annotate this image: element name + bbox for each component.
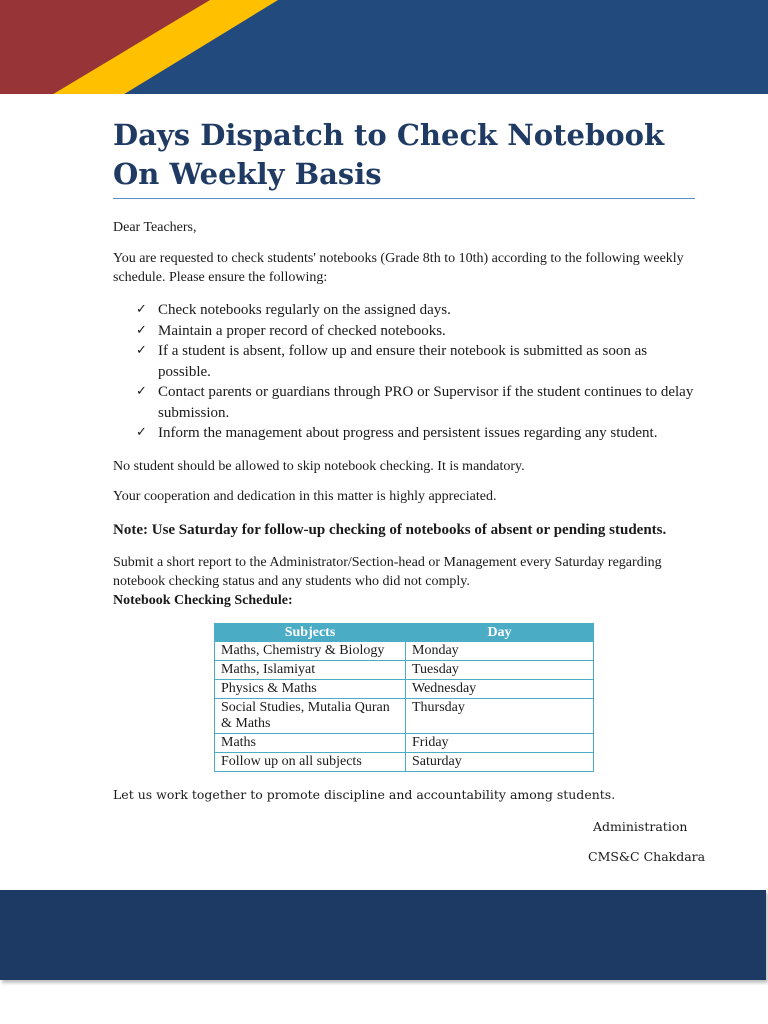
checklist-item (113, 341, 698, 382)
closing-paragraph: Let us work together to promote discipline and accountability among students. (113, 787, 616, 802)
checklist-item (113, 423, 698, 444)
check-mark-icon: ✓ (136, 302, 147, 317)
checklist-item-text: If a student is absent, follow up and ensure their notebook is submitted as soon as possible. (158, 343, 648, 380)
checklist-item (113, 321, 698, 342)
subjects-cell: Social Studies, Mutalia Quran & Maths (215, 699, 406, 734)
table-row (215, 680, 594, 699)
document-title: Days Dispatch to Check Notebook On Weekly Basis (113, 118, 665, 191)
day-cell: Thursday (406, 699, 594, 734)
subjects-cell: Physics & Maths (215, 680, 406, 699)
subjects-column-header: Subjects (215, 624, 406, 642)
subjects-cell: Maths, Chemistry & Biology (215, 642, 406, 661)
subjects-cell: Maths (215, 734, 406, 753)
day-cell: Monday (406, 642, 594, 661)
greeting: Dear Teachers, (113, 220, 197, 235)
intro-paragraph: You are requested to check students' notebooks (Grade 8th to 10th) according to the following weekly schedule. Please ensure the following: (113, 251, 684, 285)
checklist-item (113, 300, 698, 321)
mandatory-paragraph: No student should be allowed to skip notebook checking. It is mandatory. (113, 459, 525, 474)
table-row (215, 661, 594, 680)
checklist-item (113, 382, 698, 423)
cooperation-paragraph: Your cooperation and dedication in this matter is highly appreciated. (113, 489, 497, 504)
subjects-cell: Follow up on all subjects (215, 753, 406, 772)
check-mark-icon: ✓ (136, 425, 147, 440)
title-divider (113, 198, 695, 199)
header-decoration (0, 0, 768, 94)
signoff-institution: CMS&C Chakdara (588, 849, 706, 864)
day-cell: Friday (406, 734, 594, 753)
schedule-table (214, 623, 594, 772)
table-row (215, 753, 594, 772)
check-mark-icon: ✓ (136, 343, 147, 358)
day-column-header: Day (406, 624, 594, 642)
check-mark-icon: ✓ (136, 322, 147, 338)
report-paragraph: Submit a short report to the Administrator/Section-head or Management every Saturday regarding notebook checking status and any students who did not comply. (113, 555, 662, 589)
subjects-cell: Maths, Islamiyat (215, 661, 406, 680)
day-cell: Tuesday (406, 661, 594, 680)
schedule-heading: Notebook Checking Schedule: (113, 593, 293, 608)
checklist-item-text: Maintain a proper record of checked notebooks. (158, 322, 446, 339)
checklist-item-text: Check notebooks regularly on the assigned days. (158, 302, 451, 318)
footer-band (0, 890, 766, 980)
note-paragraph: Note: Use Saturday for follow-up checking of notebooks of absent or pending students. (113, 522, 667, 538)
table-row (215, 642, 594, 661)
checklist-item-text: Contact parents or guardians through PRO or Supervisor if the student continues to delay submission. (158, 384, 694, 421)
day-cell: Saturday (406, 753, 594, 772)
check-mark-icon: ✓ (136, 384, 147, 399)
table-row (215, 734, 594, 753)
table-header-row (215, 624, 594, 642)
checklist-item-text: Inform the management about progress and persistent issues regarding any student. (158, 425, 658, 441)
signoff-department: Administration (593, 819, 688, 834)
checklist (113, 300, 698, 444)
table-row (215, 699, 594, 734)
day-cell: Wednesday (406, 680, 594, 699)
